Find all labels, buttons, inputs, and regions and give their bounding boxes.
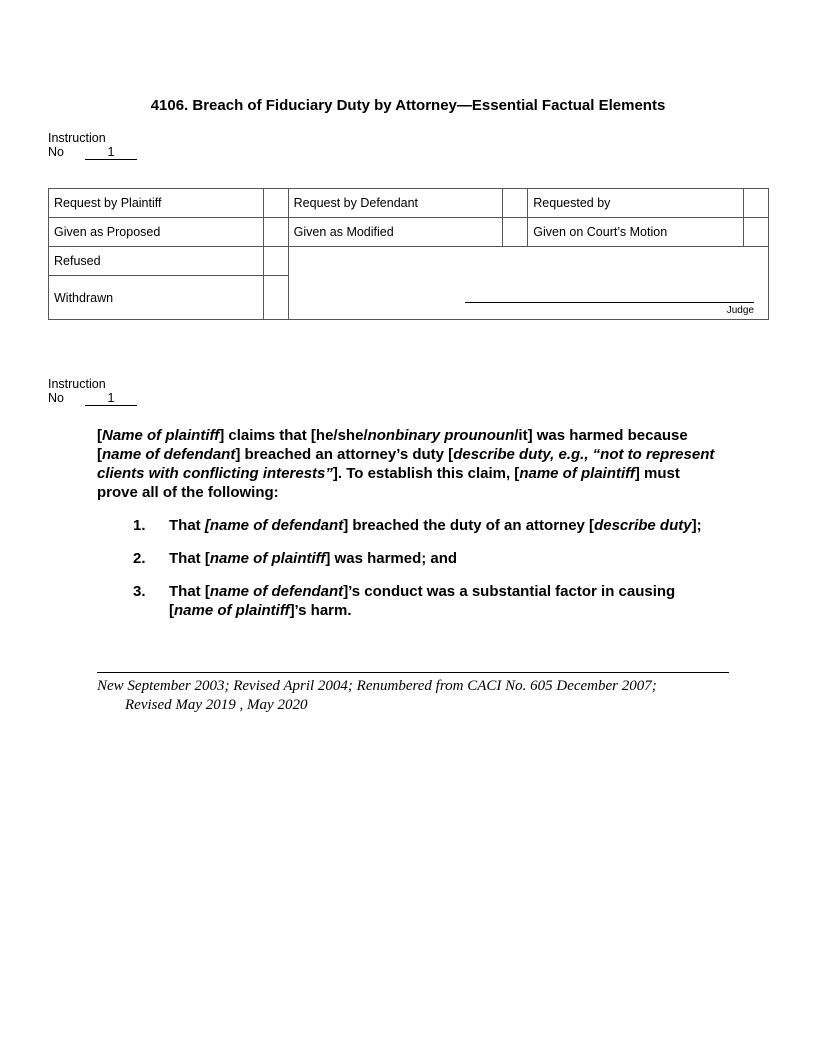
history-line-1: New September 2003; Revised April 2004; Renumbered from CACI No. 605 December 2007; — [97, 678, 657, 694]
instruction-no-line — [48, 145, 137, 160]
list-item: 3. That [name of defendant]’s conduct was a substantial factor in causing [name of plaintiff]’s harm. — [133, 583, 676, 619]
withdrawn-checkbox[interactable] — [263, 276, 288, 320]
requested-by-checkbox[interactable] — [743, 189, 768, 218]
judge-signature-cell — [288, 247, 768, 320]
request-by-defendant-label: Request by Defendant — [288, 189, 503, 218]
request-status-table — [48, 188, 769, 320]
request-by-defendant-checkbox[interactable] — [503, 189, 528, 218]
judge-label: Judge — [726, 305, 754, 316]
divider — [97, 672, 729, 673]
refused-checkbox[interactable] — [263, 247, 288, 276]
instruction-label: Instruction — [48, 131, 106, 145]
revision-history — [97, 677, 737, 715]
given-on-courts-motion-checkbox[interactable] — [743, 218, 768, 247]
instruction-body — [97, 426, 717, 634]
list-item: 2. That [name of plaintiff] was harmed; and — [133, 550, 458, 567]
request-by-plaintiff-checkbox[interactable] — [263, 189, 288, 218]
history-line-2: Revised May 2019 , May 2020 — [125, 697, 308, 713]
page-title: 4106. Breach of Fiduciary Duty by Attorney—Essential Factual Elements — [150, 97, 666, 114]
given-as-modified-checkbox[interactable] — [503, 218, 528, 247]
intro-paragraph: [Name of plaintiff] claims that [he/she/nonbinary prounoun/it] was harmed because [name of defendant] breached an attorney’s duty [describe duty, e.g., “not to represent clients with conflicting interests”]. To establish this claim, [name of plaintiff] must prove all of the following: — [97, 427, 715, 501]
elements-list — [97, 516, 717, 620]
given-as-proposed-label: Given as Proposed — [49, 218, 264, 247]
no-label: No — [48, 391, 64, 405]
given-as-proposed-checkbox[interactable] — [263, 218, 288, 247]
instruction-number-block-top — [48, 131, 137, 160]
instruction-no-line — [48, 391, 137, 406]
instruction-label: Instruction — [48, 377, 106, 391]
refused-label: Refused — [49, 247, 264, 276]
instruction-number: 1 — [85, 146, 137, 160]
requested-by-label: Requested by — [528, 189, 744, 218]
withdrawn-label: Withdrawn — [49, 276, 264, 320]
instruction-number: 1 — [85, 392, 137, 406]
judge-signature-line[interactable] — [465, 302, 754, 303]
instruction-number-block-bottom — [48, 377, 137, 406]
given-on-courts-motion-label: Given on Court’s Motion — [528, 218, 744, 247]
no-label: No — [48, 145, 64, 159]
list-item: 1. That [name of defendant] breached the duty of an attorney [describe duty]; — [133, 517, 702, 534]
given-as-modified-label: Given as Modified — [288, 218, 503, 247]
request-by-plaintiff-label: Request by Plaintiff — [49, 189, 264, 218]
